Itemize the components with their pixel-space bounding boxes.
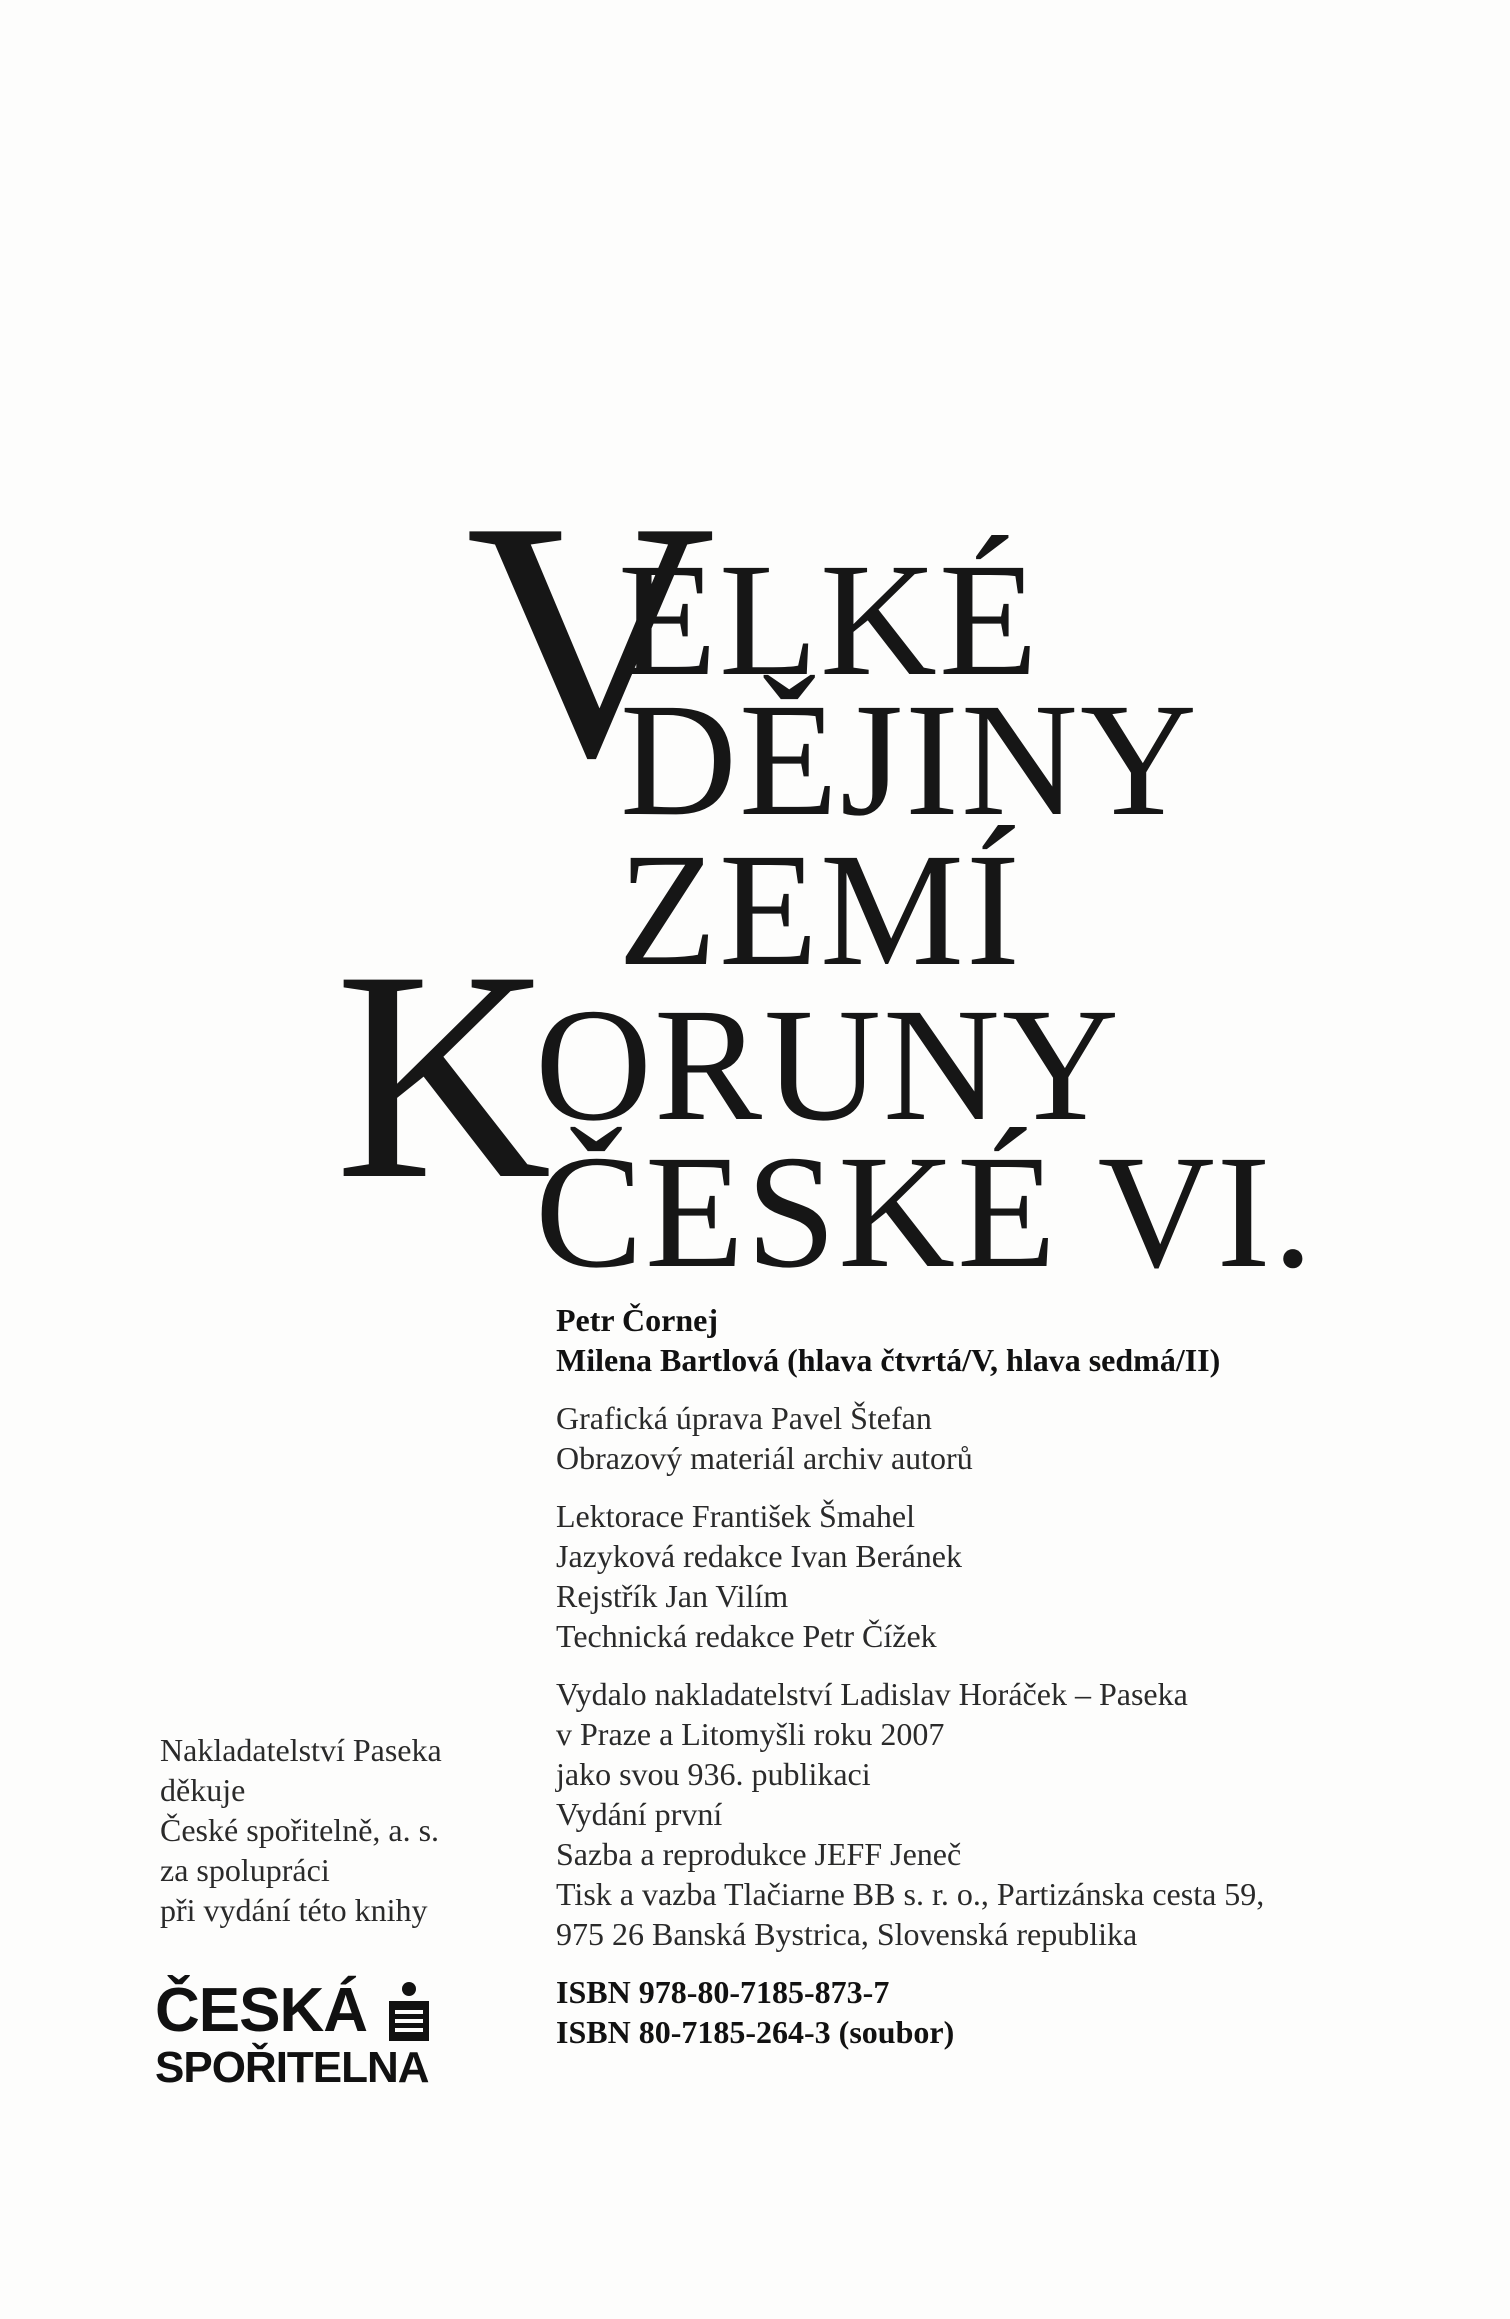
title-line-5: ČESKÉ VI. — [535, 1123, 1316, 1302]
credit-line: Technická redakce Petr Čížek — [556, 1618, 937, 1654]
title-line-3: ZEMÍ — [618, 821, 1022, 1000]
publishing-line: jako svou 936. publikaci — [556, 1756, 871, 1792]
publishing-info — [556, 1674, 1456, 1954]
credit-line: Obrazový materiál archiv autorů — [556, 1440, 973, 1476]
sponsor-line: Nakladatelství Paseka — [160, 1732, 442, 1768]
isbn-line: ISBN 978-80-7185-873-7 — [556, 1974, 890, 2010]
publishing-line: Vydalo nakladatelství Ladislav Horáček – Paseka — [556, 1676, 1188, 1712]
publishing-line: v Praze a Litomyšli roku 2007 — [556, 1716, 945, 1752]
logo-text-line-1: ČESKÁ — [155, 1976, 368, 2045]
authors — [556, 1300, 1456, 1380]
credit-line: Rejstřík Jan Vilím — [556, 1578, 789, 1614]
credit-line: Lektorace František Šmahel — [556, 1498, 915, 1534]
sponsor-note — [160, 1730, 490, 1930]
title-initial-k: K — [335, 909, 552, 1241]
logo-text-line-2: SPOŘITELNA — [155, 2043, 429, 2092]
publishing-line: Sazba a reprodukce JEFF Jeneč — [556, 1836, 962, 1872]
author-line: Petr Čornej — [556, 1302, 718, 1338]
credits-block — [556, 1300, 1456, 2070]
title-line-4: ORUNY — [535, 976, 1122, 1155]
sponsor-line: České spořitelně, a. s. — [160, 1812, 440, 1848]
author-line: Milena Bartlová (hlava čtvrtá/V, hlava sedmá/II) — [556, 1342, 1221, 1378]
publishing-line: Vydání první — [556, 1796, 723, 1832]
credit-line: Grafická úprava Pavel Štefan — [556, 1400, 932, 1436]
editorial-credits — [556, 1496, 1456, 1656]
credit-line: Jazyková redakce Ivan Beránek — [556, 1538, 962, 1574]
design-credits — [556, 1398, 1456, 1478]
isbn-line: ISBN 80-7185-264-3 (soubor) — [556, 2014, 955, 2050]
isbn-block — [556, 1972, 1456, 2052]
title-line-2: DĚJINY — [620, 671, 1199, 850]
sponsor-line: děkuje — [160, 1772, 246, 1808]
publishing-line: Tisk a vazba Tlačiarne BB s. r. o., Partizánska cesta 59, — [556, 1876, 1265, 1912]
title-line-1: ELKÉ — [618, 531, 1040, 710]
sponsor-line: za spolupráci — [160, 1852, 330, 1888]
publishing-line: 975 26 Banská Bystrica, Slovenská republika — [556, 1916, 1138, 1952]
title-initial-v: V — [465, 451, 717, 828]
ceska-sporitelna-logo — [155, 1975, 455, 2105]
sponsor-line: při vydání této knihy — [160, 1892, 428, 1928]
bank-symbol-icon — [387, 1981, 431, 2043]
